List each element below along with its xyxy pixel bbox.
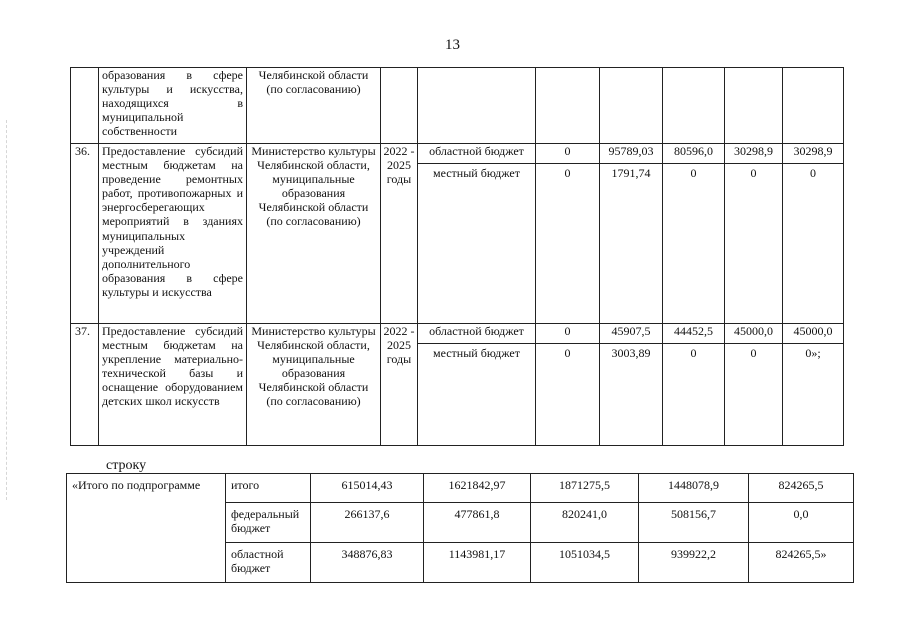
executor: Министерство культуры Челябинской области, муниципальные образования Челябинской области (по согласованию) bbox=[247, 144, 381, 324]
value-cell: 266137,6 bbox=[311, 503, 424, 543]
executor: Министерство культуры Челябинской области, муниципальные образования Челябинской области (по согласованию) bbox=[247, 324, 381, 446]
value-cell: 0 bbox=[725, 344, 783, 446]
value-cell: 0 bbox=[536, 324, 600, 344]
value-cell: 80596,0 bbox=[663, 144, 725, 164]
program-events-table bbox=[70, 67, 844, 446]
value-cell bbox=[783, 68, 844, 144]
value-cell bbox=[663, 68, 725, 144]
table-row bbox=[71, 68, 844, 144]
value-cell: 0,0 bbox=[749, 503, 854, 543]
value-cell: 939922,2 bbox=[639, 543, 749, 583]
table-row bbox=[71, 144, 844, 164]
table-row bbox=[71, 324, 844, 344]
value-cell: 824265,5 bbox=[749, 474, 854, 503]
value-cell bbox=[600, 68, 663, 144]
value-cell: 3003,89 bbox=[600, 344, 663, 446]
value-cell: 1871275,5 bbox=[531, 474, 639, 503]
value-cell: 1621842,97 bbox=[424, 474, 531, 503]
value-cell: 45000,0 bbox=[725, 324, 783, 344]
years: 2022 - 2025 годы bbox=[381, 144, 418, 324]
row-number: 37. bbox=[71, 324, 99, 446]
executor: Челябинской области (по согласованию) bbox=[247, 68, 381, 144]
value-cell: 44452,5 bbox=[663, 324, 725, 344]
caption: строку bbox=[106, 458, 147, 473]
value-cell: 30298,9 bbox=[783, 144, 844, 164]
value-cell: 95789,03 bbox=[600, 144, 663, 164]
budget-label: итого bbox=[226, 474, 311, 503]
value-cell: 30298,9 bbox=[725, 144, 783, 164]
funding-source: местный бюджет bbox=[418, 164, 536, 324]
page-number: 13 bbox=[445, 37, 460, 53]
years: 2022 - 2025 годы bbox=[381, 324, 418, 446]
margin-mark bbox=[6, 120, 8, 500]
value-cell bbox=[725, 68, 783, 144]
value-cell: 0 bbox=[663, 344, 725, 446]
event-name: Предоставление субсидий местным бюджетам на укрепление материально-технической базы и оснащение оборудованием детских школ искусств bbox=[99, 324, 247, 446]
value-cell: 1143981,17 bbox=[424, 543, 531, 583]
budget-label: областной бюджет bbox=[226, 543, 311, 583]
value-cell: 477861,8 bbox=[424, 503, 531, 543]
value-cell: 820241,0 bbox=[531, 503, 639, 543]
subprogram-total-label: «Итого по подпрограмме bbox=[67, 474, 226, 583]
value-cell: 1051034,5 bbox=[531, 543, 639, 583]
value-cell: 615014,43 bbox=[311, 474, 424, 503]
value-cell: 0 bbox=[536, 344, 600, 446]
value-cell: 0 bbox=[725, 164, 783, 324]
value-cell: 0 bbox=[663, 164, 725, 324]
value-cell: 1448078,9 bbox=[639, 474, 749, 503]
row-number bbox=[71, 68, 99, 144]
funding-source: областной бюджет bbox=[418, 144, 536, 164]
event-name: Предоставление субсидий местным бюджетам на проведение ремонтных работ, противопожарных и энергосберегающих мероприятий в зданиях муниципальных учреждений дополнительного образования в сфере культуры и искусства bbox=[99, 144, 247, 324]
funding-source bbox=[418, 68, 536, 144]
value-cell: 45000,0 bbox=[783, 324, 844, 344]
funding-source: областной бюджет bbox=[418, 324, 536, 344]
value-cell bbox=[536, 68, 600, 144]
value-cell: 824265,5» bbox=[749, 543, 854, 583]
event-name: образования в сфере культуры и искусства, находящихся в муниципальной собственности bbox=[99, 68, 247, 144]
years bbox=[381, 68, 418, 144]
value-cell: 45907,5 bbox=[600, 324, 663, 344]
funding-source: местный бюджет bbox=[418, 344, 536, 446]
value-cell: 0 bbox=[536, 144, 600, 164]
row-number: 36. bbox=[71, 144, 99, 324]
value-cell: 0»; bbox=[783, 344, 844, 446]
value-cell: 1791,74 bbox=[600, 164, 663, 324]
value-cell: 348876,83 bbox=[311, 543, 424, 583]
table-row bbox=[67, 474, 854, 503]
value-cell: 508156,7 bbox=[639, 503, 749, 543]
value-cell: 0 bbox=[783, 164, 844, 324]
value-cell: 0 bbox=[536, 164, 600, 324]
subprogram-total-table bbox=[66, 473, 854, 583]
budget-label: федеральный бюджет bbox=[226, 503, 311, 543]
